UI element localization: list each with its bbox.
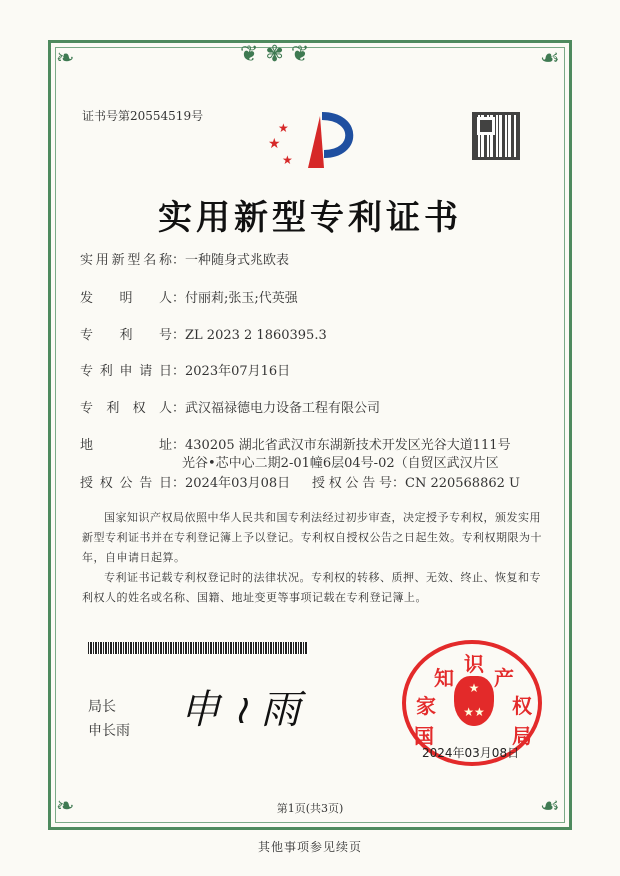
qr-code xyxy=(472,112,520,160)
corner-ornament: ☙ xyxy=(540,794,560,819)
barcode xyxy=(88,642,308,654)
field-patentee: 专利权人：武汉福禄德电力设备工程有限公司 xyxy=(80,401,381,416)
paragraph: 国家知识产权局依照中华人民共和国专利法经过初步审查，决定授予专利权，颁发实用新型专利证书并在专利登记簿上予以登记。专利权自授权公告之日起生效。专利权期限为十年，自申请日起算。 xyxy=(82,511,542,564)
corner-ornament: ❧ xyxy=(56,794,75,819)
svg-text:★: ★ xyxy=(278,121,289,135)
corner-ornament: ☙ xyxy=(540,46,560,71)
field-address: 地址：430205 湖北省武汉市东湖新技术开发区光谷大道111号 xyxy=(80,438,511,453)
svg-text:★: ★ xyxy=(282,153,293,167)
svg-text:★: ★ xyxy=(268,136,281,152)
official-seal: 国 家 知 识 产 权 局 ★ ★★ 2024年03月08日 xyxy=(402,640,542,766)
signatory-name: 申长雨 xyxy=(88,723,130,739)
continuation-note: 其他事项参见续页 xyxy=(257,840,362,854)
field-inventor: 发明人：付丽莉;张玉;代英强 xyxy=(80,291,298,306)
paragraph: 专利证书记载专利权登记时的法律状况。专利权的转移、质押、无效、终止、恢复和专利权人的姓名或名称、国籍、地址变更等事项记载在专利登记簿上。 xyxy=(82,571,541,604)
top-ornament: ❦ ✾ ❦ xyxy=(240,42,310,67)
certificate-number: 证书号第20554519号 xyxy=(82,109,204,123)
corner-ornament: ❧ xyxy=(56,46,75,71)
signature: 申 ≀ 雨 xyxy=(180,687,301,733)
page-title: 实用新型专利证书 xyxy=(158,198,462,238)
field-grant-date: 授权公告日：2024年03月08日 xyxy=(80,476,291,491)
page-footer: 第1页(共3页) xyxy=(276,802,344,815)
field-address-line2: 光谷•芯中心二期2-01幢6层04号-02（自贸区武汉片区 xyxy=(182,456,499,471)
cnipa-logo xyxy=(268,108,358,172)
field-application-date: 专利申请日：2023年07月16日 xyxy=(80,364,291,379)
field-grant-number: 授权公告号：CN 220568862 U xyxy=(312,476,520,491)
field-patent-number: 专利号：ZL 2023 2 1860395.3 xyxy=(80,328,327,343)
signatory-title: 局长 xyxy=(88,699,116,715)
field-name: 实用新型名称：一种随身式兆欧表 xyxy=(80,253,290,268)
